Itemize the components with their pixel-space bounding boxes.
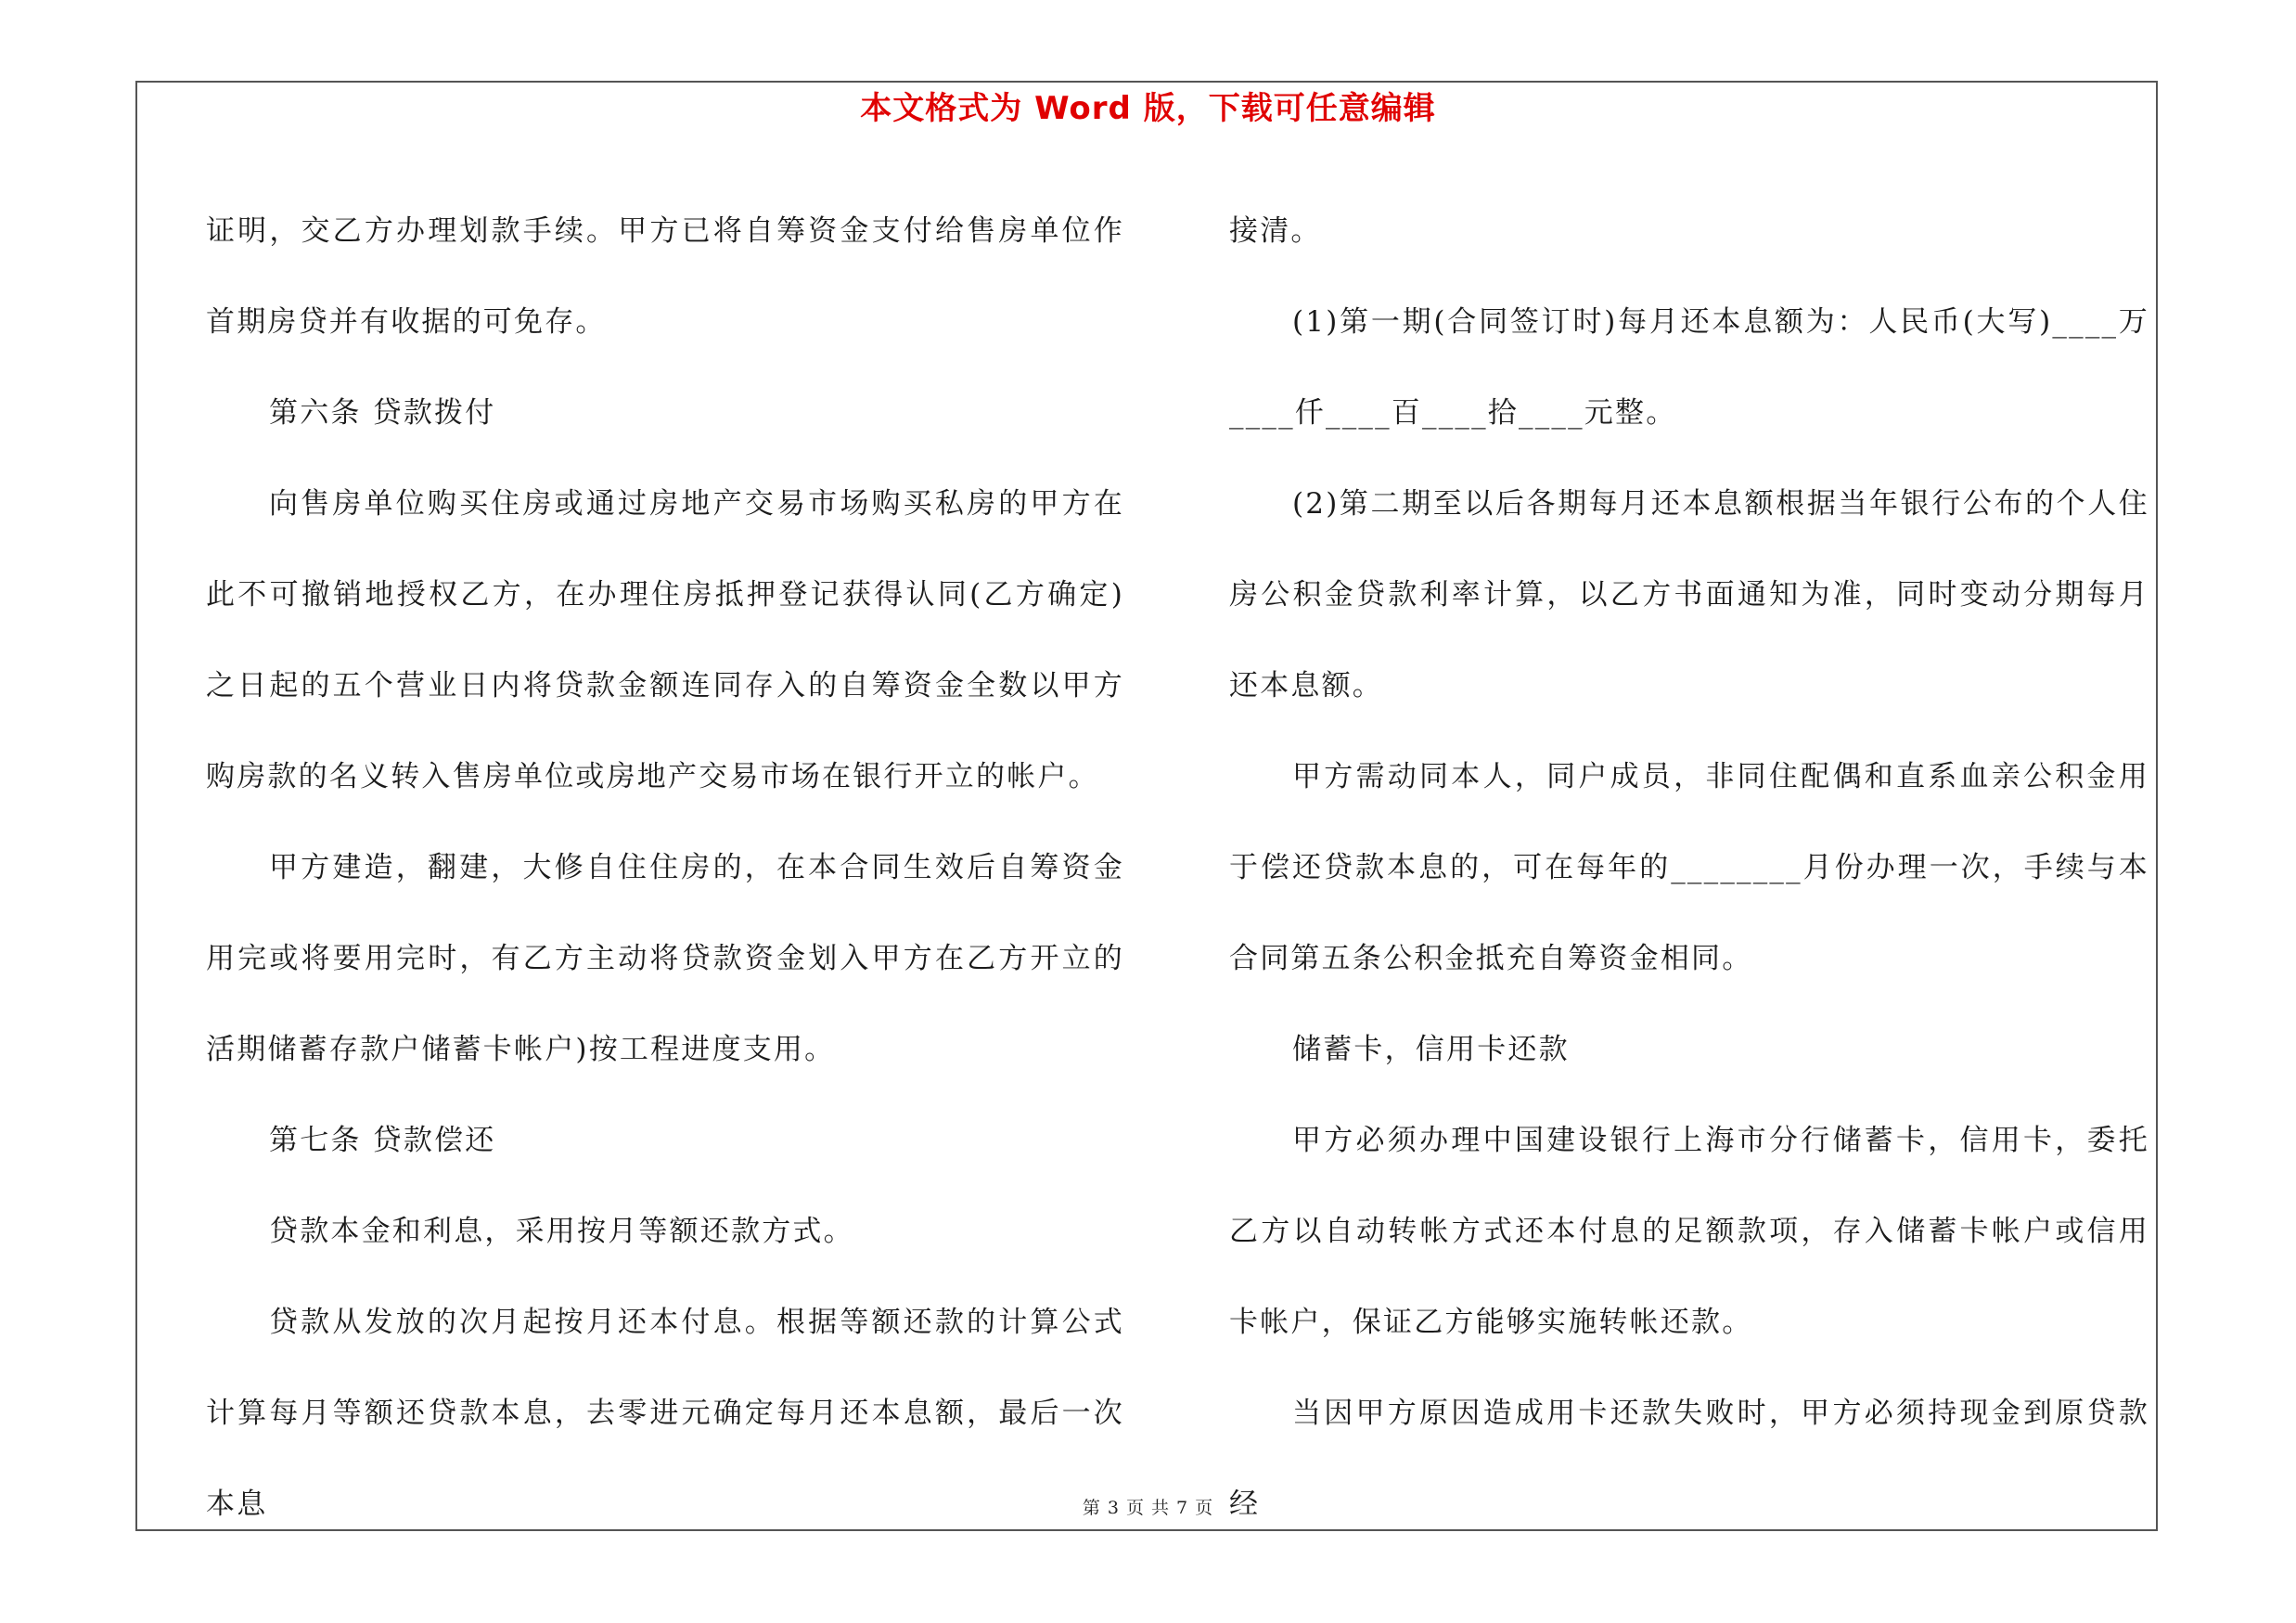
left-paragraph-1: 证明，交乙方办理划款手续。甲方已将自筹资金支付给售房单位作首期房贷并有收据的可免存。	[206, 214, 1124, 339]
right-column	[1229, 186, 2149, 1550]
right-paragraph-2: (1)第一期(合同签订时)每月还本息额为：人民币(大写)____万____仟____百____拾____元整。	[1229, 305, 2149, 430]
card-repayment-heading: 储蓄卡，信用卡还款	[1292, 1033, 1570, 1066]
left-column	[206, 186, 1124, 1550]
right-paragraph-7: 当因甲方原因造成用卡还款失败时，甲方必须持现金到原贷款经	[1229, 1397, 2149, 1521]
right-paragraph-3: (2)第二期至以后各期每月还本息额根据当年银行公布的个人住房公积金贷款利率计算，以乙方书面通知为准，同时变动分期每月还本息额。	[1229, 487, 2149, 702]
left-paragraph-4: 甲方建造，翻建，大修自住住房的，在本合同生效后自筹资金用完或将要用完时，有乙方主动将贷款资金划入甲方在乙方开立的活期储蓄存款户储蓄卡帐户)按工程进度支用。	[206, 851, 1124, 1066]
left-paragraph-7: 贷款从发放的次月起按月还本付息。根据等额还款的计算公式计算每月等额还贷款本息，去零进元确定每月还本息额，最后一次本息	[206, 1306, 1124, 1521]
right-paragraph-1: 接清。	[1229, 214, 1322, 248]
article-7-heading: 第七条 贷款偿还	[269, 1124, 496, 1157]
right-paragraph-4: 甲方需动同本人，同户成员，非同住配偶和直系血亲公积金用于偿还贷款本息的，可在每年的________月份办理一次，手续与本合同第五条公积金抵充自筹资金相同。	[1229, 760, 2149, 975]
article-6-heading: 第六条 贷款拨付	[269, 396, 496, 430]
right-paragraph-6: 甲方必须办理中国建设银行上海市分行储蓄卡，信用卡，委托乙方以自动转帐方式还本付息的足额款项，存入储蓄卡帐户或信用卡帐户，保证乙方能够实施转帐还款。	[1229, 1124, 2149, 1339]
left-paragraph-3: 向售房单位购买住房或通过房地产交易市场购买私房的甲方在此不可撤销地授权乙方，在办理住房抵押登记获得认同(乙方确定)之日起的五个营业日内将贷款金额连同存入的自筹资金全数以甲方购房款的名义转入售房单位或房地产交易市场在银行开立的帐户。	[206, 487, 1124, 793]
left-paragraph-6: 贷款本金和利息，采用按月等额还款方式。	[269, 1215, 854, 1248]
word-format-banner: 本文格式为 Word 版，下载可任意编辑	[860, 90, 1436, 127]
page-number-footer: 第 3 页 共 7 页	[1082, 1498, 1214, 1518]
